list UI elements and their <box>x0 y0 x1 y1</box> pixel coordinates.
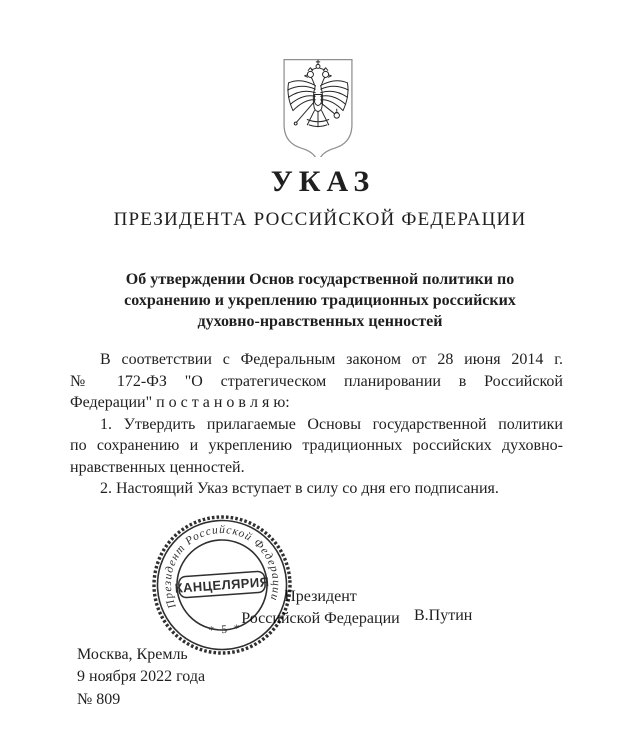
body-line: Федерации" п о с т а н о в л я ю: <box>70 394 290 411</box>
stamp-center-text: КАНЦЕЛЯРИЯ <box>174 574 270 596</box>
issued-place: Москва, Кремль <box>77 646 188 663</box>
body-line: № 172-ФЗ "О стратегическом планировании в Российской <box>70 372 563 390</box>
subject-line: духовно-нравственных ценностей <box>197 313 443 330</box>
decree-title: УКАЗ <box>270 165 376 198</box>
decree-number: № 809 <box>77 691 121 708</box>
coat-of-arms-icon <box>277 57 359 157</box>
body-line: В соответствии с Федеральным законом от 28 июня 2014 г. <box>100 351 563 368</box>
body-line: по сохранению и укреплению традиционных российских духовно- <box>70 437 563 454</box>
double-headed-eagle <box>288 60 349 127</box>
decree-subtitle: ПРЕЗИДЕНТА РОССИЙСКОЙ ФЕДЕРАЦИИ <box>113 209 527 230</box>
chancellery-stamp <box>142 505 302 665</box>
shield-outline <box>284 60 352 157</box>
stamp-ring-text: Президент Российской Федерации <box>161 524 282 611</box>
body-line: 2. Настоящий Указ вступает в силу со дня его подписания. <box>100 480 499 497</box>
body-line: нравственных ценностей. <box>70 458 245 476</box>
subject-line: сохранению и укреплению традиционных российских <box>124 292 516 309</box>
decree-subject <box>0 269 640 332</box>
signature-name: В.Путин <box>414 607 473 624</box>
signature-position-line1: Президент <box>284 588 357 605</box>
issued-date: 9 ноября 2022 года <box>77 668 206 685</box>
signature-position-line2: Российской Федерации <box>241 610 400 627</box>
subject-line: Об утверждении Основ государственной политики по <box>125 271 515 288</box>
stamp-bottom-text: * 5 * <box>208 622 243 638</box>
body-line: 1. Утвердить прилагаемые Основы государственной политики <box>100 415 563 433</box>
decree-body <box>70 349 563 500</box>
